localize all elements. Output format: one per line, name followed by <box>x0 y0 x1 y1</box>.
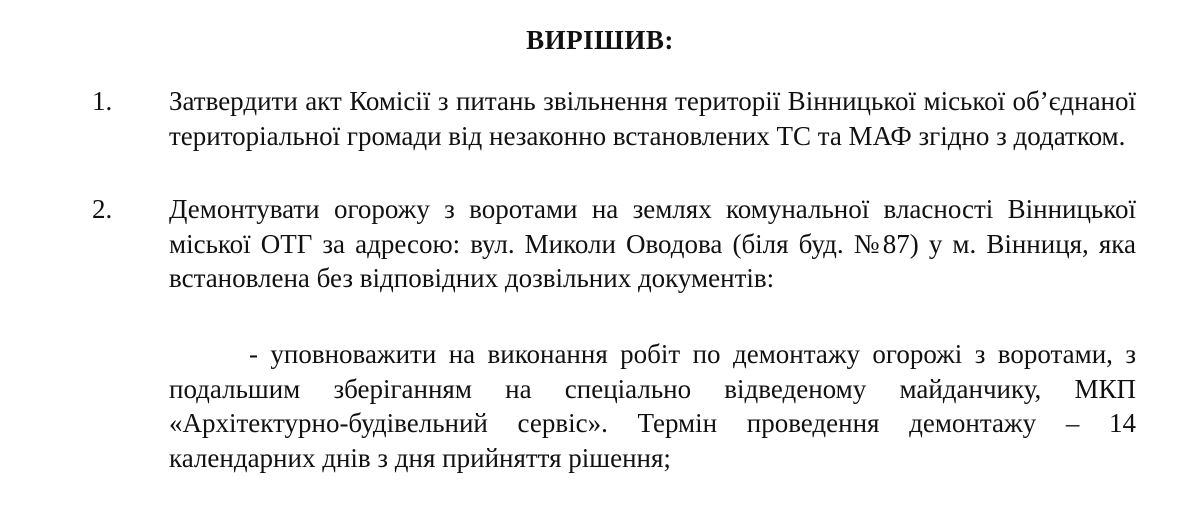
list-item-text: Затвердити акт Комісії з питань звільнення території Вінницької міської об’єднаної територіальної громади від незаконно встановлених ТС та МАФ згідно з додатком. <box>169 86 1136 151</box>
list-item-text: Демонтувати огорожу з воротами на землях комунальної власності Вінницької міської ОТГ за адресою: вул. Миколи Оводова (біля буд. №87) у м. Вінниця, яка встановлена без відповідних дозвільних документів: <box>169 194 1136 293</box>
sub-item-text: - уповноважити на виконання робіт по демонтажу огорожі з воротами, з подальшим зберіганням на спеціально відведеному майданчику, МКП «Архітектурно-будівельний сервіс». Термін проведення демонтажу – 14 календарних днів з дня прийняття рішення; <box>169 339 1136 473</box>
list-item-number: 2. <box>92 194 113 224</box>
list-item-number: 1. <box>92 86 113 116</box>
decision-heading: ВИРІШИВ: <box>526 25 674 55</box>
